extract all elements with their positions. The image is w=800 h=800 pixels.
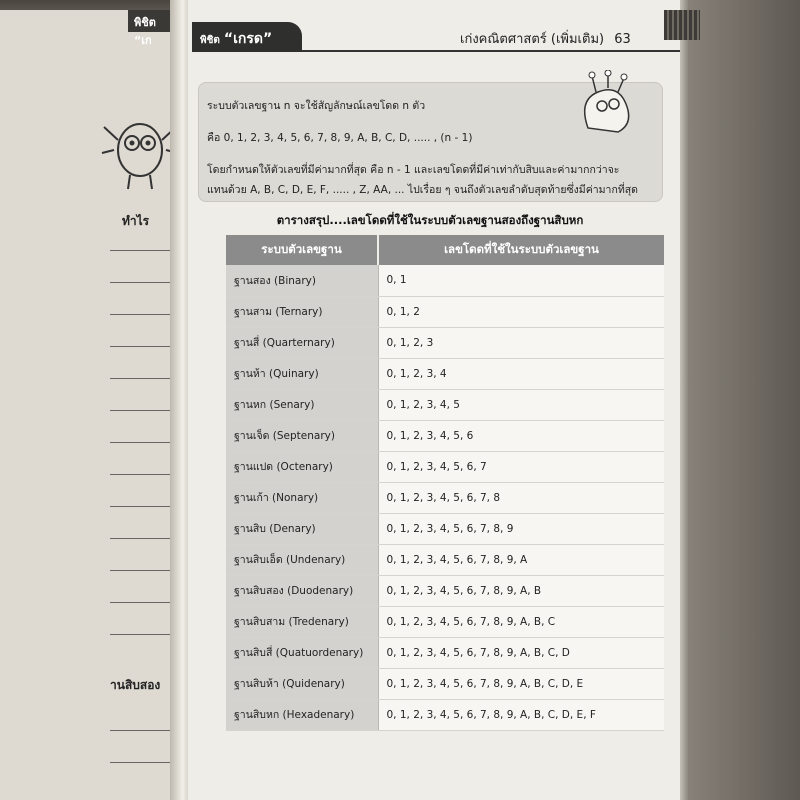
base-name-cell: ฐานสิบเอ็ด (Undenary) <box>226 544 378 575</box>
base-name-cell: ฐานสิบหก (Hexadenary) <box>226 699 378 730</box>
table-row <box>226 637 664 668</box>
page-edge <box>680 0 688 800</box>
table-row <box>226 265 664 296</box>
digits-cell: 0, 1, 2, 3, 4, 5, 6, 7, 8, 9, A, B, C, D, E <box>378 668 664 699</box>
table-row <box>226 668 664 699</box>
book-page <box>180 0 680 800</box>
header-rule <box>302 50 680 52</box>
base-name-cell: ฐานสาม (Ternary) <box>226 296 378 327</box>
table-row <box>226 606 664 637</box>
table-row <box>226 513 664 544</box>
digits-cell: 0, 1, 2, 3, 4, 5, 6, 7, 8, 9, A <box>378 544 664 575</box>
table-row <box>226 451 664 482</box>
header-tab <box>192 22 302 52</box>
table-row <box>226 327 664 358</box>
background-right <box>680 0 800 800</box>
table-row <box>226 296 664 327</box>
digits-cell: 0, 1 <box>378 265 664 296</box>
table-row <box>226 389 664 420</box>
intro-line-1: ระบบตัวเลขฐาน n จะใช้สัญลักษณ์เลขโดด n ตัว <box>207 100 426 112</box>
number-base-table <box>226 235 664 731</box>
left-page <box>0 10 182 800</box>
table-header-row <box>226 235 664 265</box>
book-spine <box>170 0 188 800</box>
base-name-cell: ฐานสิบสี่ (Quatuordenary) <box>226 637 378 668</box>
digits-cell: 0, 1, 2, 3, 4 <box>378 358 664 389</box>
table-row <box>226 699 664 730</box>
cartoon-character-illustration <box>568 70 648 140</box>
header-tab-small: พิชิต <box>200 35 220 46</box>
base-name-cell: ฐานสิบสาม (Tredenary) <box>226 606 378 637</box>
table-row <box>226 358 664 389</box>
digits-cell: 0, 1, 2, 3, 4, 5, 6 <box>378 420 664 451</box>
left-page-text-2: านสิบสอง <box>110 678 161 692</box>
base-name-cell: ฐานสิบ (Denary) <box>226 513 378 544</box>
table-row <box>226 482 664 513</box>
header-tab-label: “เกรด” <box>223 31 273 47</box>
binding-clip <box>664 10 700 40</box>
base-name-cell: ฐานสิบสอง (Duodenary) <box>226 575 378 606</box>
base-name-cell: ฐานสิบห้า (Quidenary) <box>226 668 378 699</box>
digits-cell: 0, 1, 2 <box>378 296 664 327</box>
digits-cell: 0, 1, 2, 3, 4, 5, 6, 7, 8, 9, A, B, C, D <box>378 637 664 668</box>
intro-line-3: โดยกำหนดให้ตัวเลขที่มีค่ามากที่สุด คือ n - 1 และเลขโดดที่มีค่าเท่ากับสิบและค่ามากกว่าจะ <box>207 164 620 176</box>
table-header-base: ระบบตัวเลขฐาน <box>226 235 378 265</box>
table-row <box>226 544 664 575</box>
digits-cell: 0, 1, 2, 3, 4, 5, 6, 7 <box>378 451 664 482</box>
base-name-cell: ฐานแปด (Octenary) <box>226 451 378 482</box>
page-number: 63 <box>614 32 631 47</box>
table-header-digits: เลขโดดที่ใช้ในระบบตัวเลขฐาน <box>378 235 664 265</box>
base-name-cell: ฐานห้า (Quinary) <box>226 358 378 389</box>
digits-cell: 0, 1, 2, 3, 4, 5 <box>378 389 664 420</box>
left-page-text-1: ทำไร <box>122 214 150 228</box>
digits-cell: 0, 1, 2, 3, 4, 5, 6, 7, 8, 9, A, B <box>378 575 664 606</box>
page-title <box>460 28 631 49</box>
base-name-cell: ฐานสอง (Binary) <box>226 265 378 296</box>
owl-illustration <box>100 105 180 195</box>
digits-cell: 0, 1, 2, 3, 4, 5, 6, 7, 8 <box>378 482 664 513</box>
base-name-cell: ฐานสี่ (Quarternary) <box>226 327 378 358</box>
intro-line-2: คือ 0, 1, 2, 3, 4, 5, 6, 7, 8, 9, A, B, C, D, ..... , (n - 1) <box>207 132 473 144</box>
table-row <box>226 420 664 451</box>
base-name-cell: ฐานหก (Senary) <box>226 389 378 420</box>
book-title: เก่งคณิตศาสตร์ (เพิ่มเติม) <box>460 32 605 47</box>
table-title: ตารางสรุป....เลขโดดที่ใช้ในระบบตัวเลขฐานสองถึงฐานสิบหก <box>276 213 584 227</box>
digits-cell: 0, 1, 2, 3, 4, 5, 6, 7, 8, 9, A, B, C, D, E, F <box>378 699 664 730</box>
base-name-cell: ฐานเก้า (Nonary) <box>226 482 378 513</box>
page-header <box>180 22 680 52</box>
digits-cell: 0, 1, 2, 3, 4, 5, 6, 7, 8, 9, A, B, C <box>378 606 664 637</box>
digits-cell: 0, 1, 2, 3, 4, 5, 6, 7, 8, 9 <box>378 513 664 544</box>
digits-cell: 0, 1, 2, 3 <box>378 327 664 358</box>
intro-line-4: แทนด้วย A, B, C, D, E, F, ..... , Z, AA, ... ไปเรื่อย ๆ จนถึงตัวเลขลำดับสุดท้ายซึ่งมีค่ามากที่สุด <box>207 184 638 196</box>
left-page-tab: พิชิต “เก <box>128 10 182 32</box>
table-row <box>226 575 664 606</box>
base-name-cell: ฐานเจ็ด (Septenary) <box>226 420 378 451</box>
